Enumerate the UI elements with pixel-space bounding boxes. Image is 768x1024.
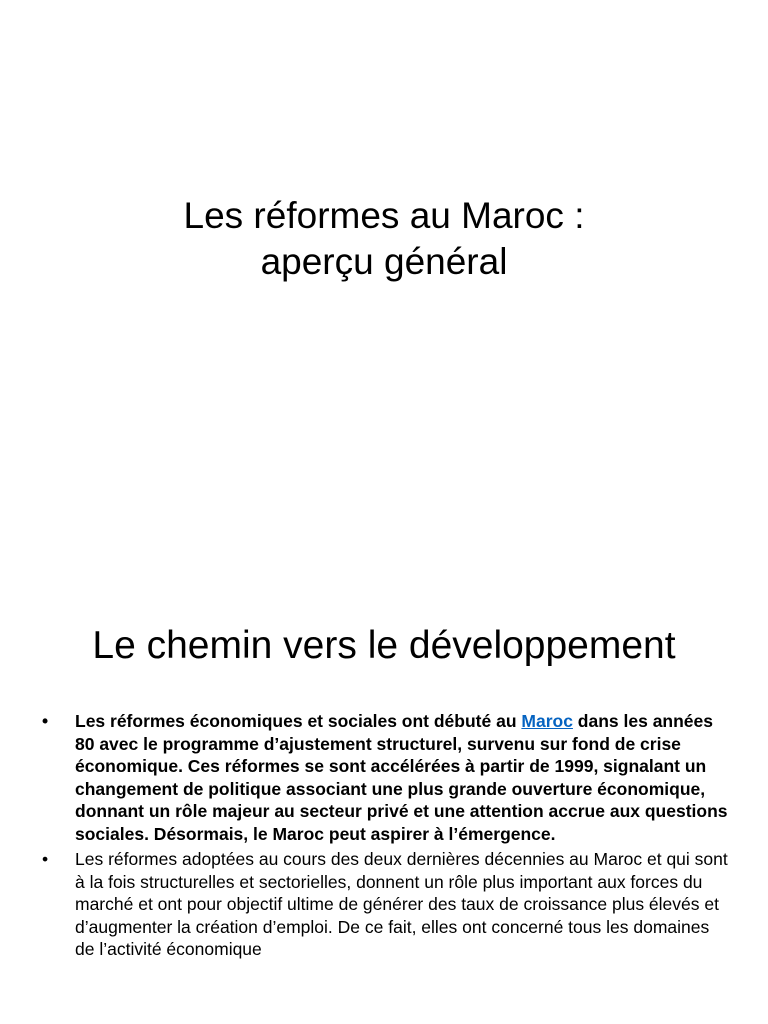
bullet-item-1 <box>42 710 732 845</box>
title-line-1: Les réformes au Maroc : <box>183 195 585 236</box>
title-line-2: aperçu général <box>260 241 508 282</box>
bullet-list <box>42 710 732 964</box>
presentation-title <box>0 193 768 285</box>
bullet-item-2 <box>42 848 732 961</box>
bullet-icon: • <box>42 711 49 731</box>
bullet-1-text-start: Les réformes économiques et sociales ont débuté au <box>75 711 522 731</box>
slide-heading: Le chemin vers le développement <box>92 624 676 667</box>
maroc-link[interactable]: Maroc <box>521 711 573 731</box>
bullet-1-text-end: dans les années 80 avec le programme d’ajustement structurel, survenu sur fond de crise économique. Ces réformes se sont accélérées à partir de 1999, signalant un changement de politique associant une plus grande ouverture économique, donnant un rôle majeur au secteur privé et une attention accrue aux questions sociales. Désormais, le Maroc peut aspirer à l’émergence. <box>75 711 728 844</box>
bullet-icon: • <box>42 849 49 869</box>
slide-content <box>0 576 768 1024</box>
bullet-2-text: Les réformes adoptées au cours des deux dernières décennies au Maroc et qui sont à la fois structurelles et sectorielles, donnent un rôle plus important aux forces du marché et ont pour objectif ultime de générer des taux de croissance plus élevés et d’augmenter la création d’emploi. De ce fait, elles ont concerné tous les domaines de l’activité économique <box>75 849 728 959</box>
